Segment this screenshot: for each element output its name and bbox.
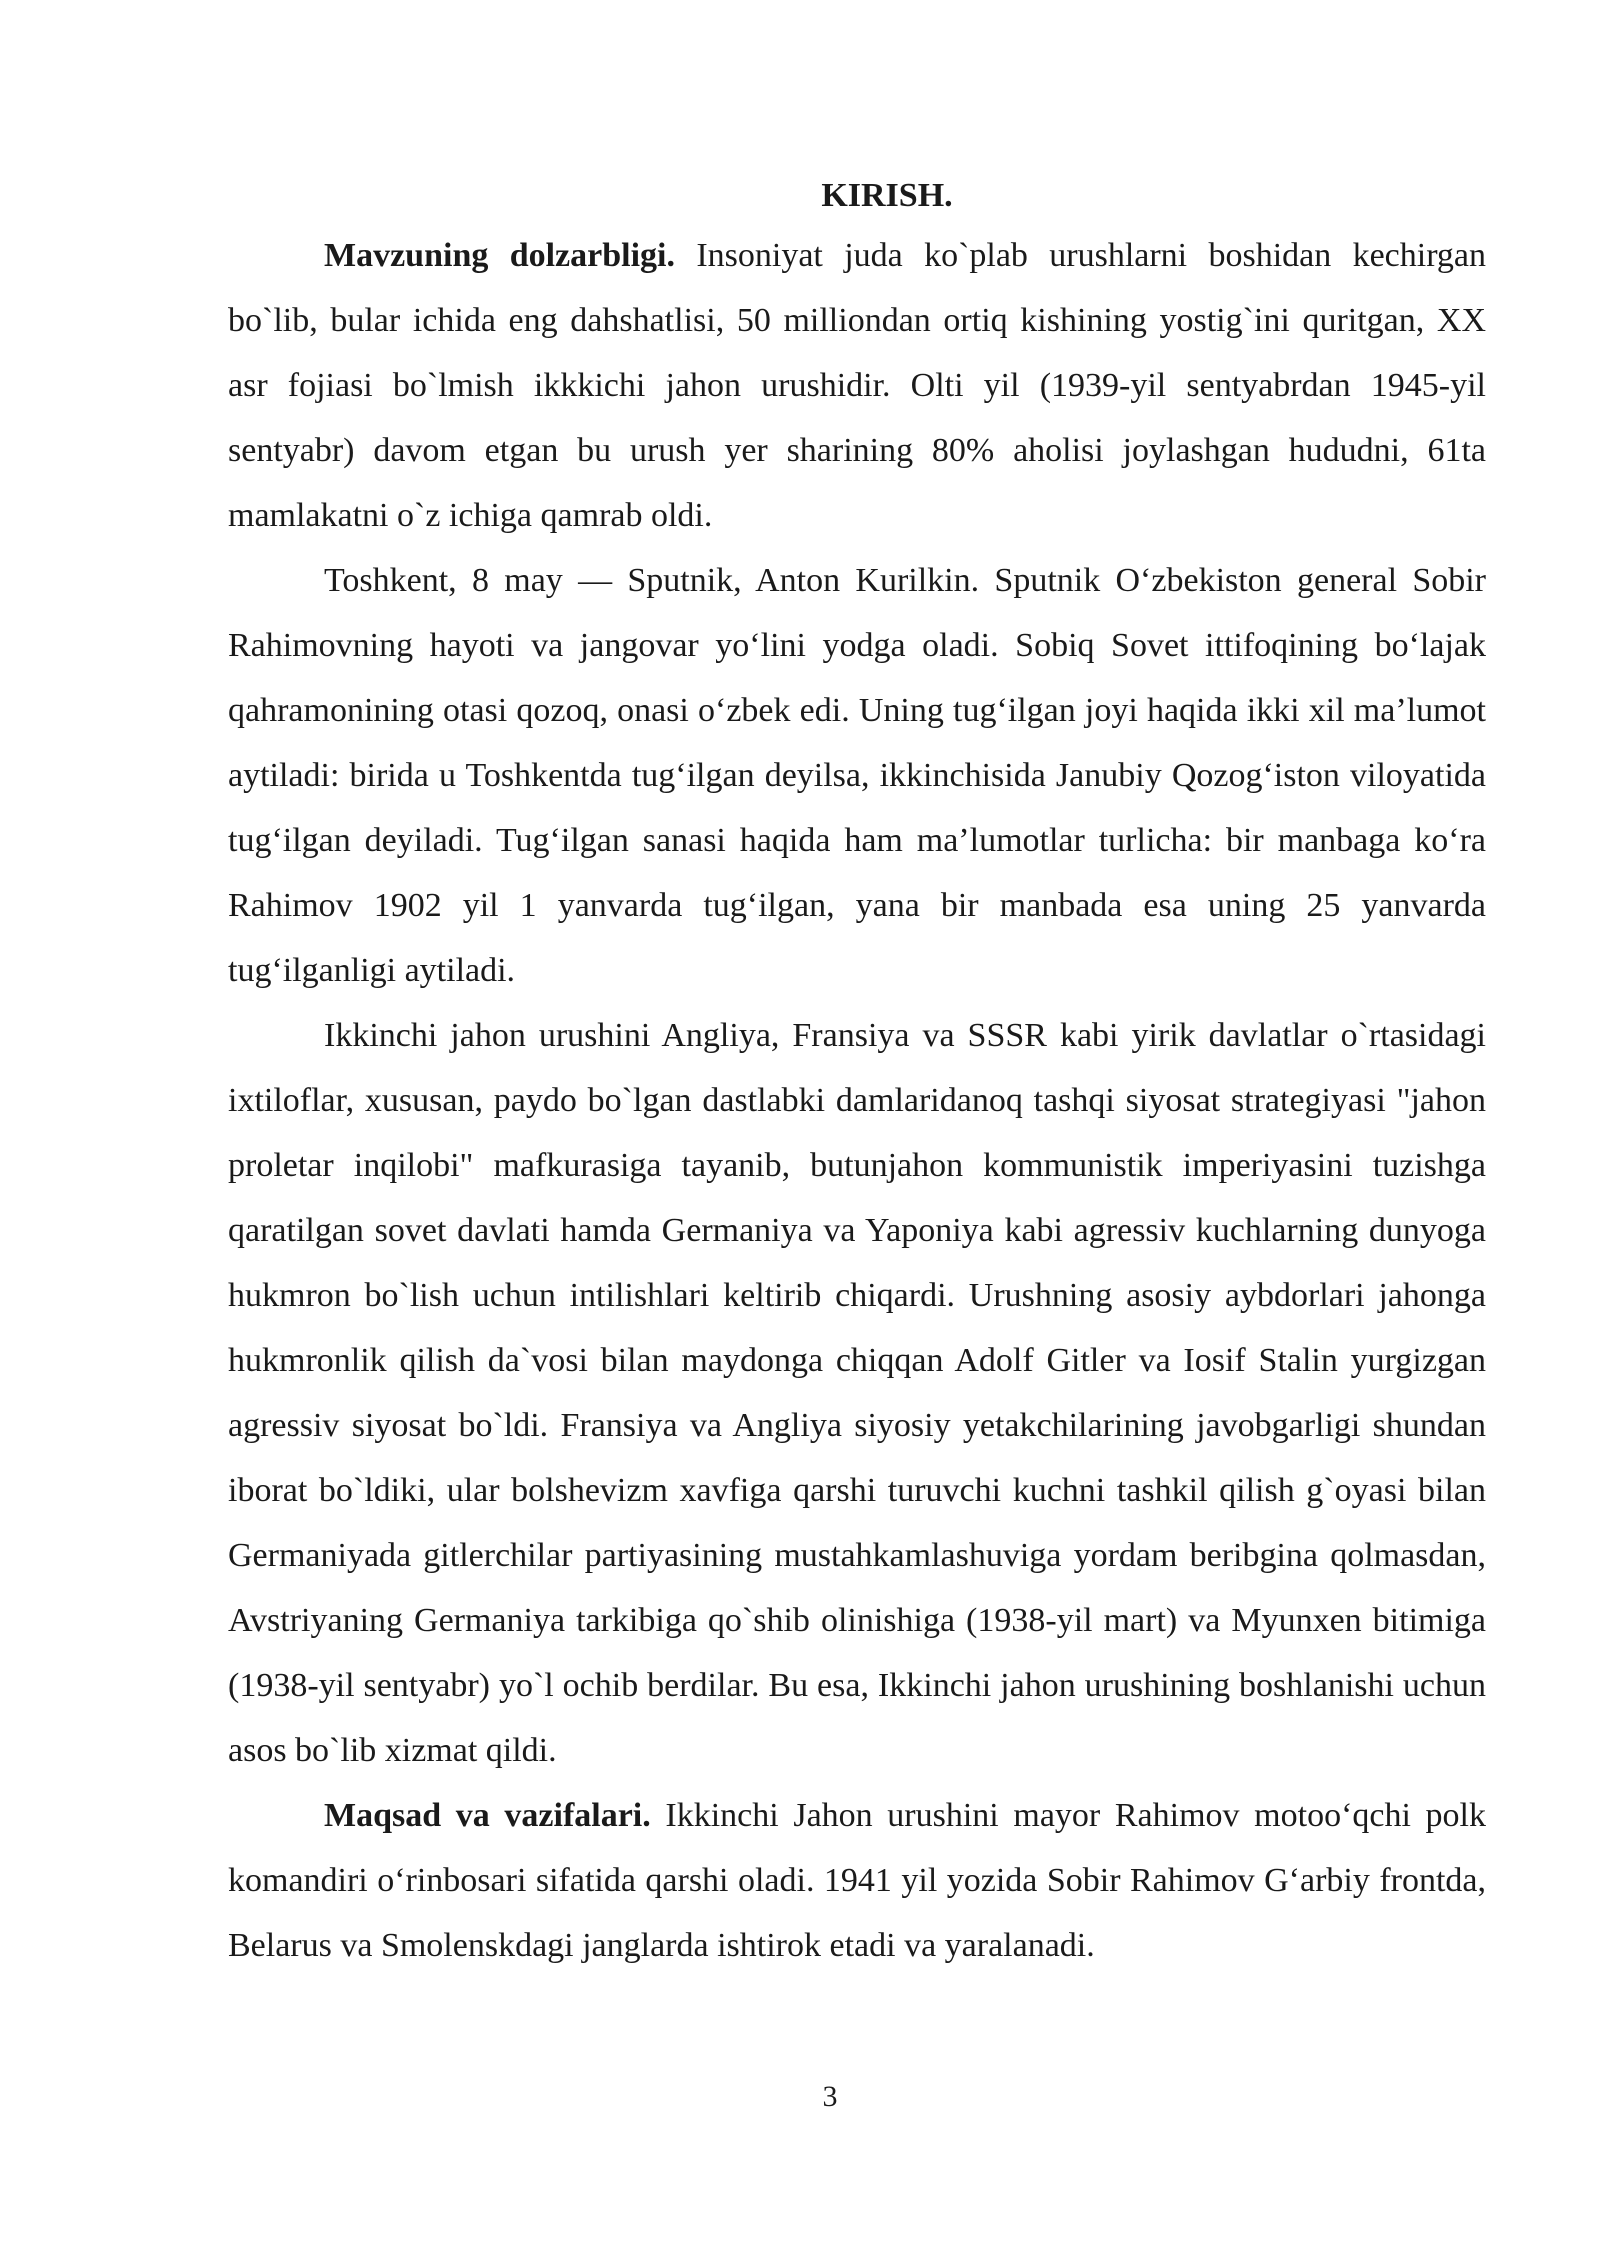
paragraph-text-war-causes: Ikkinchi jahon urushini Angliya, Fransiya va SSSR kabi yirik davlatlar o`rtasidagi ixtiloflar, xususan, paydo bo`lgan dastlabki damlaridanoq tashqi siyosat strategiyasi "jahon proletar inqilobi" mafkurasiga tayanib, butunjahon kommunistik imperiyasini tuzishga qaratilgan sovet davlati hamda Germaniya va Yaponiya kabi agressiv kuchlarning dunyoga hukmron bo`lish uchun intilishlari keltirib chiqardi. Urushning asosiy aybdorlari jahonga hukmronlik qilish da`vosi bilan maydonga chiqqan Adolf Gitler va Iosif Stalin yurgizgan agressiv siyosat bo`ldi. Fransiya va Angliya siyosiy yetakchilarining javobgarligi shundan iborat bo`ldiki, ular bolshevizm xavfiga qarshi turuvchi kuchni tashkil qilish g`oyasi bilan Germaniyada gitlerchilar partiyasining mustahkamlashuviga yordam beribgina qolmasdan, Avstriyaning Germaniya tarkibiga qo`shib olinishiga (1938-yil mart) va Myunxen bitimiga (1938-yil sentyabr) yo`l ochib berdilar. Bu esa, Ikkinchi jahon urushining boshlanishi uchun asos bo`lib xizmat qildi. (228, 1017, 1486, 1769)
paragraph-goals (228, 1783, 1486, 1978)
paragraph-text-goals: Ikkinchi Jahon urushini mayor Rahimov motoo‘qchi polk komandiri o‘rinbosari sifatida qarshi oladi. 1941 yil yozida Sobir Rahimov G‘arbiy frontda, Belarus va Smolenskdagi janglarda ishtirok etadi va yaralanadi. (228, 1797, 1487, 1964)
paragraph-relevance (228, 223, 1486, 548)
paragraph-war-causes (228, 1003, 1486, 1783)
paragraph-lead-relevance: Mavzuning dolzarbligi. (324, 237, 675, 274)
page-number: 3 (822, 2080, 838, 2113)
paragraph-text-relevance: Insoniyat juda ko`plab urushlarni boshidan kechirgan bo`lib, bular ichida eng dahshatlisi, 50 milliondan ortiq kishining yostig`ini quritgan, XX asr fojiasi bo`lmish ikkkichi jahon urushidir. Olti yil (1939-yil sentyabrdan 1945-yil sentyabr) davom etgan bu urush yer sharining 80% aholisi joylashgan hududni, 61ta mamlakatni o`z ichiga qamrab oldi. (228, 237, 1486, 534)
paragraph-text-biography: Toshkent, 8 may — Sputnik, Anton Kurilkin. Sputnik O‘zbekiston general Sobir Rahimovning hayoti va jangovar yo‘lini yodga oladi. Sobiq Sovet ittifoqining bo‘lajak qahramonining otasi qozoq, onasi o‘zbek edi. Uning tug‘ilgan joyi haqida ikki xil ma’lumot aytiladi: birida u Toshkentda tug‘ilgan deyilsa, ikkinchisida Janubiy Qozog‘iston viloyatida tug‘ilgan deyiladi. Tug‘ilgan sanasi haqida ham ma’lumotlar turlicha: bir manbaga ko‘ra Rahimov 1902 yil 1 yanvarda tug‘ilgan, yana bir manbada esa uning 25 yanvarda tug‘ilganligi aytiladi. (228, 562, 1486, 989)
page-content (228, 168, 1486, 1978)
page-title: KIRISH. (821, 177, 953, 214)
paragraph-lead-goals: Maqsad va vazifalari. (324, 1797, 651, 1834)
paragraph-biography (228, 548, 1486, 1003)
